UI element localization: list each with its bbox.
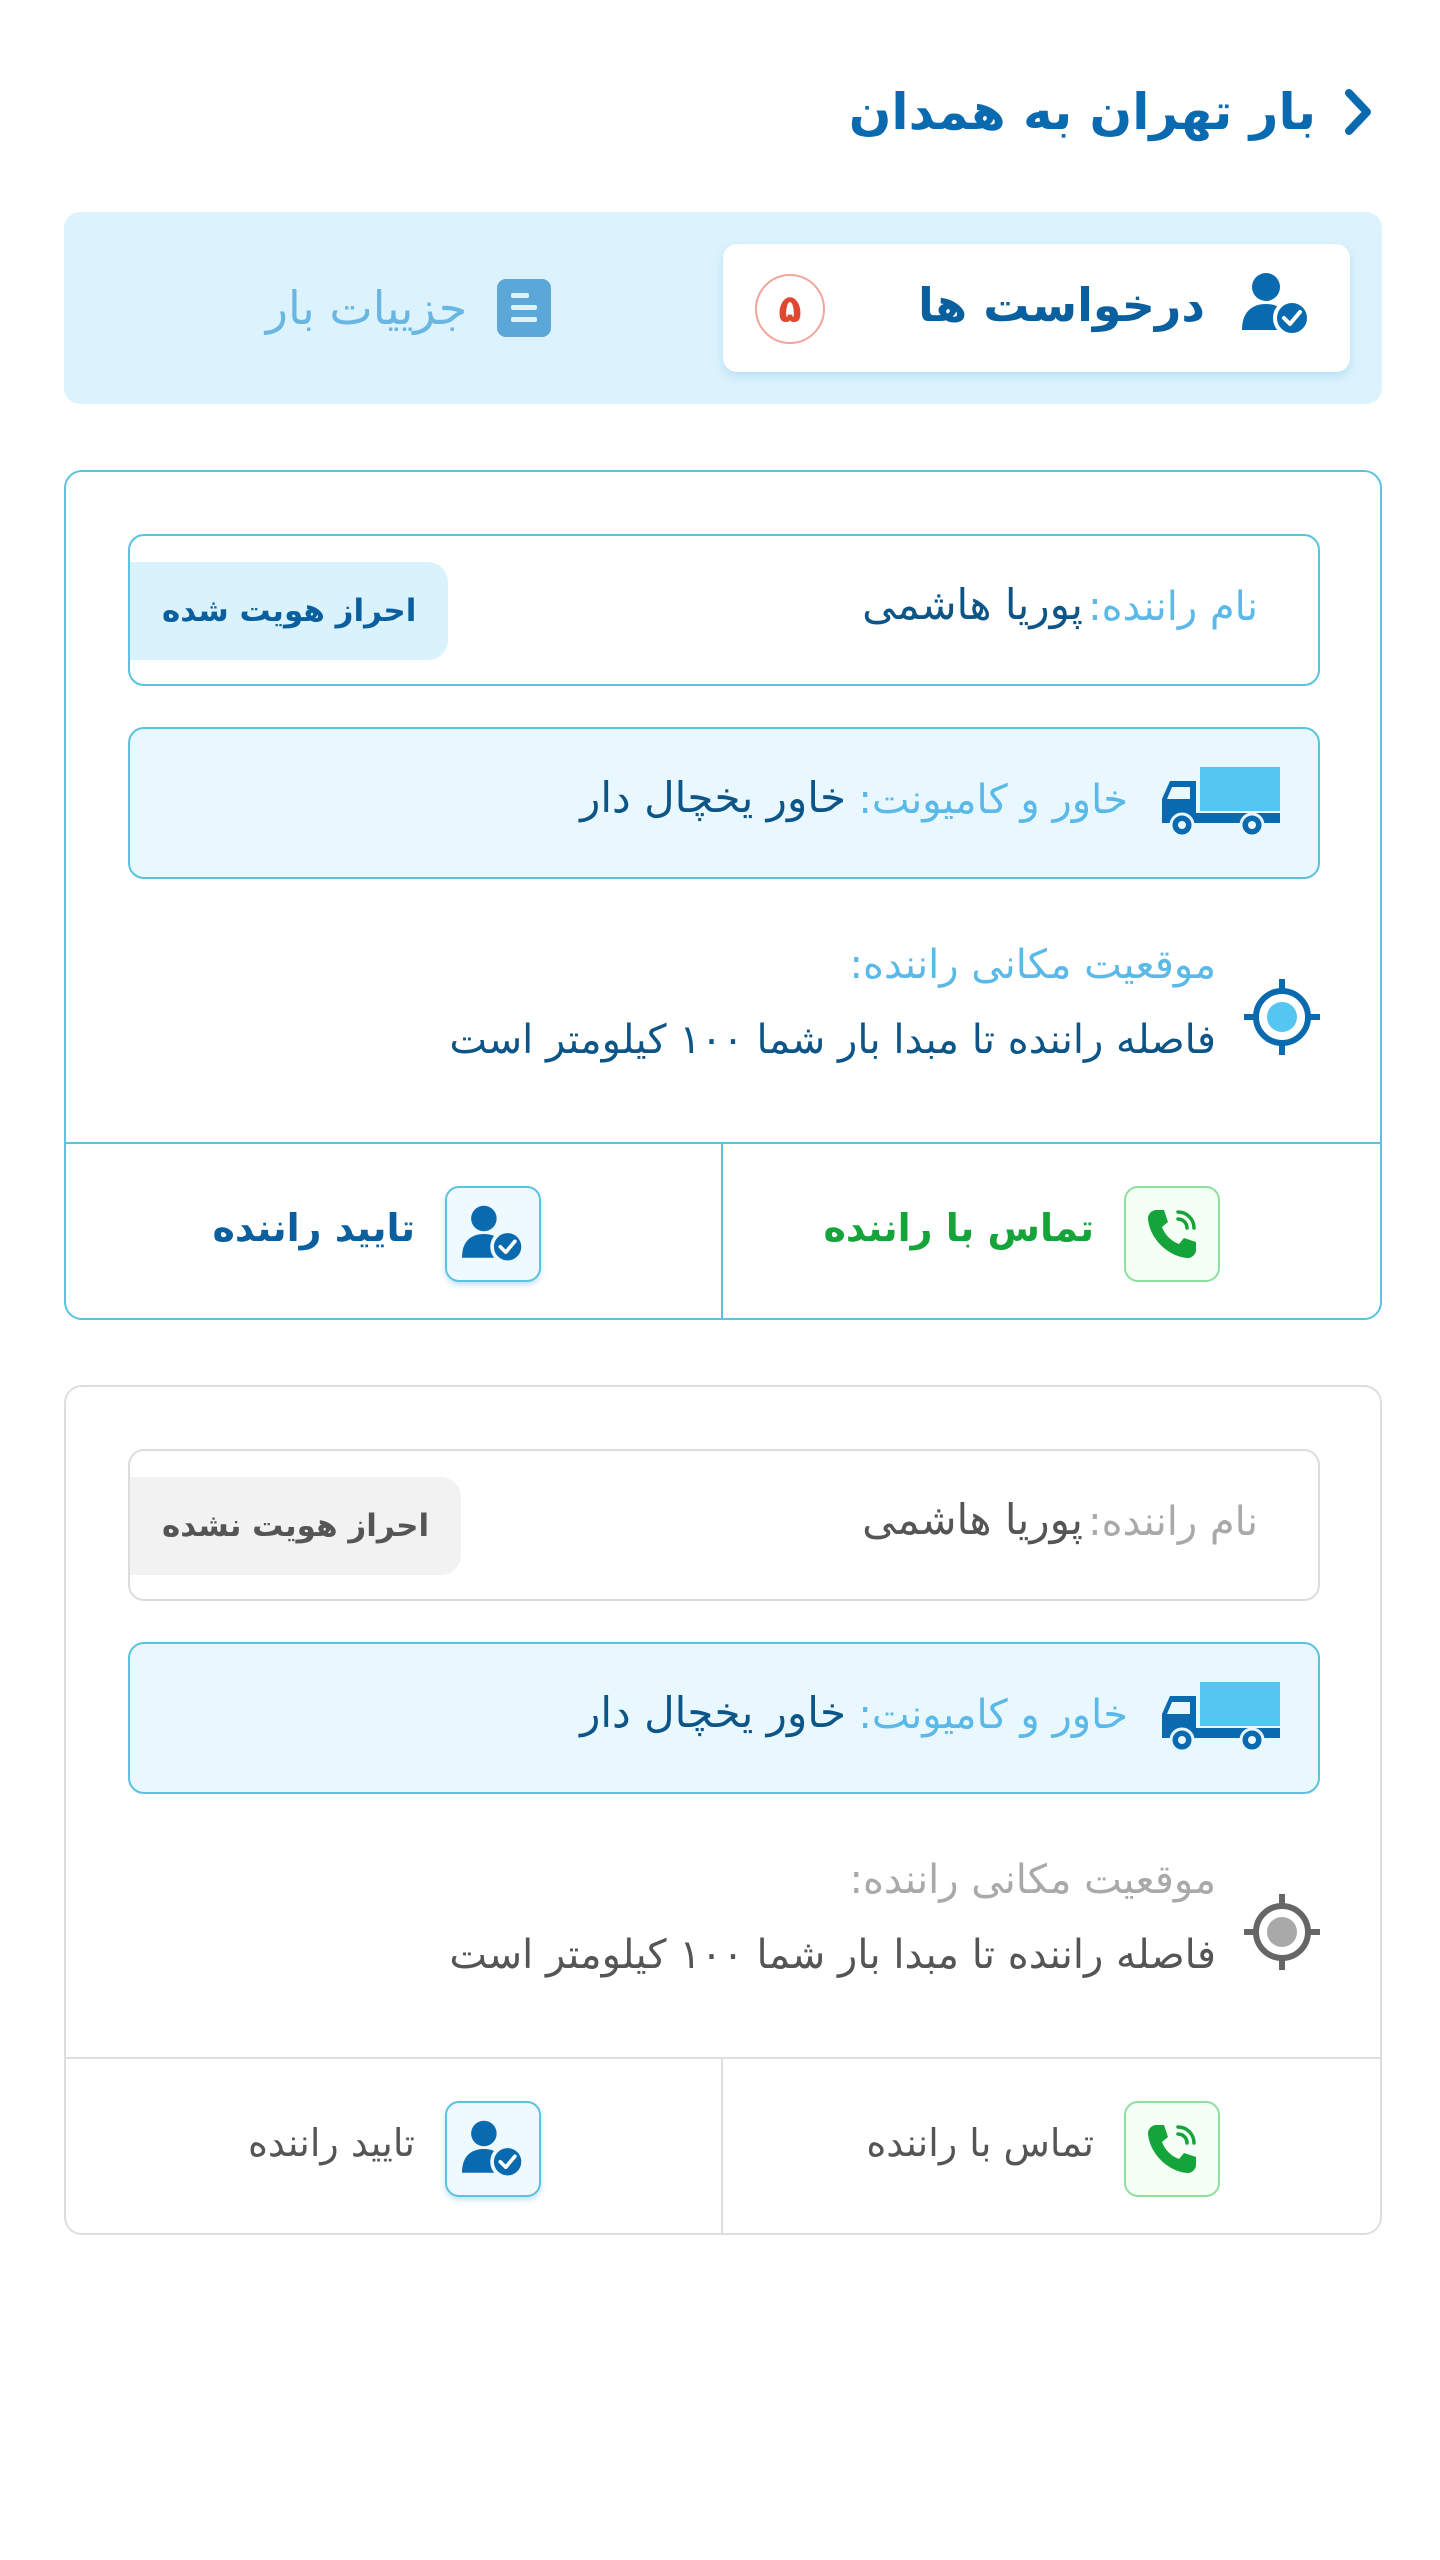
- driver-name-value: پوریا هاشمی: [862, 1495, 1083, 1544]
- verification-badge: احراز هویت شده: [130, 562, 448, 660]
- call-driver-button[interactable]: [723, 2059, 1380, 2233]
- driver-name-label: نام راننده:: [1088, 1499, 1258, 1545]
- card-actions: [66, 2057, 1380, 2233]
- truck-icon: [1158, 763, 1282, 843]
- driver-name-value: پوریا هاشمی: [862, 580, 1083, 629]
- confirm-driver-button[interactable]: [66, 1144, 723, 1318]
- tab-requests[interactable]: [723, 244, 1350, 372]
- driver-request-card: [64, 470, 1382, 1320]
- phone-icon: [1124, 2101, 1220, 2197]
- chevron-right-icon[interactable]: [1338, 87, 1378, 137]
- tab-requests-label: درخواست ها: [918, 278, 1205, 332]
- tab-bar: [64, 212, 1382, 404]
- requests-count-badge: ۵: [755, 274, 825, 344]
- location-label: موقعیت مکانی راننده:: [849, 1857, 1216, 1903]
- vehicle-row: [128, 727, 1320, 879]
- call-driver-label: تماس با راننده: [823, 1206, 1094, 1250]
- tab-details[interactable]: [96, 244, 723, 372]
- driver-name-row: [128, 1449, 1320, 1601]
- document-icon: [495, 277, 553, 339]
- location-distance-text: فاصله راننده تا مبدا بار شما ۱۰۰ کیلومتر است: [449, 1017, 1216, 1063]
- location-target-icon: [1242, 977, 1322, 1061]
- call-driver-button[interactable]: [723, 1144, 1380, 1318]
- page-title: بار تهران به همدان: [848, 83, 1316, 141]
- tab-details-label: جزییات بار: [265, 281, 468, 335]
- card-actions: [66, 1142, 1380, 1318]
- user-check-icon: [445, 1186, 541, 1282]
- vehicle-label: خاور و کامیونت:: [858, 777, 1128, 823]
- user-check-icon: [445, 2101, 541, 2197]
- location-label: موقعیت مکانی راننده:: [849, 942, 1216, 988]
- vehicle-value: خاور یخچال دار: [580, 1688, 846, 1737]
- location-distance-text: فاصله راننده تا مبدا بار شما ۱۰۰ کیلومتر است: [449, 1932, 1216, 1978]
- driver-name-label: نام راننده:: [1088, 584, 1258, 630]
- page-header: [849, 72, 1378, 152]
- verification-badge: احراز هویت نشده: [130, 1477, 461, 1575]
- vehicle-value: خاور یخچال دار: [580, 773, 846, 822]
- confirm-driver-button[interactable]: [66, 2059, 723, 2233]
- vehicle-label: خاور و کامیونت:: [858, 1692, 1128, 1738]
- phone-icon: [1124, 1186, 1220, 1282]
- user-check-icon: [1240, 270, 1312, 338]
- truck-icon: [1158, 1678, 1282, 1758]
- call-driver-label: تماس با راننده: [866, 2121, 1094, 2165]
- vehicle-row: [128, 1642, 1320, 1794]
- confirm-driver-label: تایید راننده: [247, 2121, 415, 2165]
- location-target-icon: [1242, 1892, 1322, 1976]
- driver-name-row: [128, 534, 1320, 686]
- confirm-driver-label: تایید راننده: [212, 1206, 415, 1250]
- driver-request-card: [64, 1385, 1382, 2235]
